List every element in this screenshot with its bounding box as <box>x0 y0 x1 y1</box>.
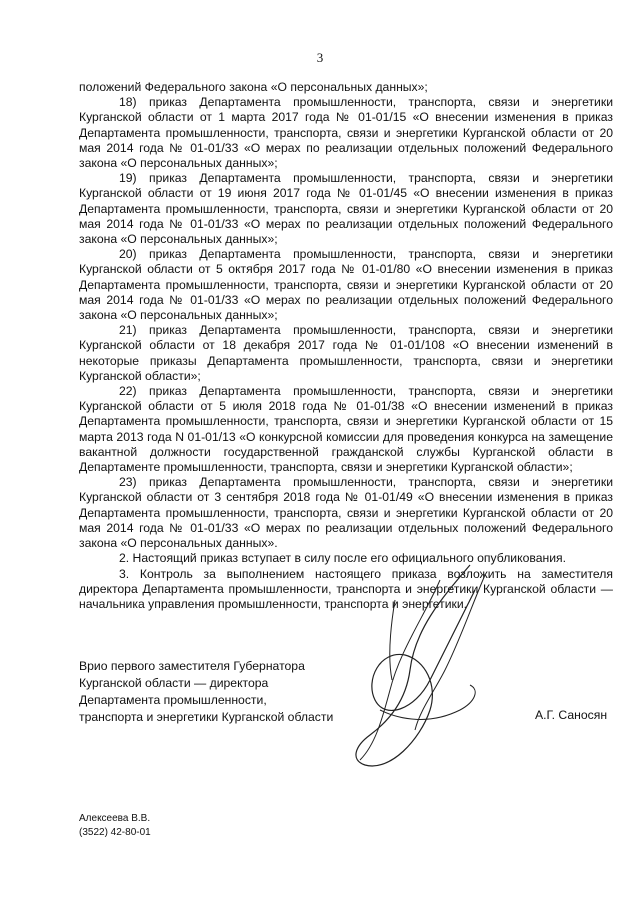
handwritten-signature <box>320 560 520 780</box>
signatory-line: Департамента промышленности, <box>79 693 267 707</box>
executor-name: Алексеева В.В. <box>79 813 151 824</box>
paragraph-item-23: 23) приказ Департамента промышленности, транспорта, связи и энергетики Курганской области от 3 сентября 2018 года № 01-01/49 «О внесении изменения в приказ Департамента промышленности, транспорта, связи и энергетики Курганской области от 20 мая 2014 года № 01-01/33 «О мерах по реализации отдельных положений Федерального закона «О персональных данных». <box>79 475 613 551</box>
paragraph-item-19: 19) приказ Департамента промышленности, транспорта, связи и энергетики Курганской области от 19 июня 2017 года № 01-01/45 «О внесении изменения в приказ Департамента промышленности, транспорта, связи и энергетики Курганской области от 20 мая 2014 года № 01-01/33 «О мерах по реализации отдельных положений Федерального закона «О персональных данных»; <box>79 171 613 247</box>
document-body <box>79 80 613 612</box>
paragraph-clause-2: 2. Настоящий приказ вступает в силу после его официального опубликования. <box>119 551 566 566</box>
signatory-line: Курганской области — директора <box>79 676 269 690</box>
paragraph-clause-3: 3. Контроль за выполнением настоящего приказа возложить на заместителя директора Департамента промышленности, транспорта и энергетики Курганской области — начальника управления промышленности, транспорта и энергетики. <box>79 566 613 611</box>
paragraph-item-18: 18) приказ Департамента промышленности, транспорта, связи и энергетики Курганской области от 1 марта 2017 года № 01-01/15 «О внесении изменения в приказ Департамента промышленности, транспорта, связи и энергетики Курганской области от 20 мая 2014 года № 01-01/33 «О мерах по реализации отдельных положений Федерального закона «О персональных данных»; <box>79 95 613 171</box>
executor-phone: (3522) 42-80-01 <box>79 827 151 838</box>
signatory-name: А.Г. Саносян <box>535 708 608 722</box>
executor-block <box>79 812 151 840</box>
paragraph-item-22: 22) приказ Департамента промышленности, транспорта, связи и энергетики Курганской области от 5 июля 2018 года № 01-01/38 «О внесении изменений в приказ Департамента промышленности, транспорта, связи и энергетики Курганской области от 15 марта 2013 года N 01-01/13 «О конкурсной комиссии для проведения конкурса на замещение вакантной должности государственной гражданской службы Курганской области в Департаменте промышленности, транспорта, связи и энергетики Курганской области»; <box>79 384 613 475</box>
signatory-line: транспорта и энергетики Курганской области <box>79 710 334 724</box>
page-number: 3 <box>316 50 324 65</box>
paragraph-item-20: 20) приказ Департамента промышленности, транспорта, связи и энергетики Курганской области от 5 октября 2017 года № 01-01/80 «О внесении изменения в приказ Департамента промышленности, транспорта, связи и энергетики Курганской области от 20 мая 2014 года № 01-01/33 «О мерах по реализации отдельных положений Федерального закона «О персональных данных»; <box>79 247 613 323</box>
paragraph-item-21: 21) приказ Департамента промышленности, транспорта, связи и энергетики Курганской области от 18 декабря 2017 года № 01-01/108 «О внесении изменений в некоторые приказы Департамента промышленности, транспорта, связи и энергетики Курганской области»; <box>79 323 613 383</box>
signatory-line: Врио первого заместителя Губернатора <box>79 659 305 673</box>
paragraph-0: положений Федерального закона «О персональных данных»; <box>79 80 428 94</box>
